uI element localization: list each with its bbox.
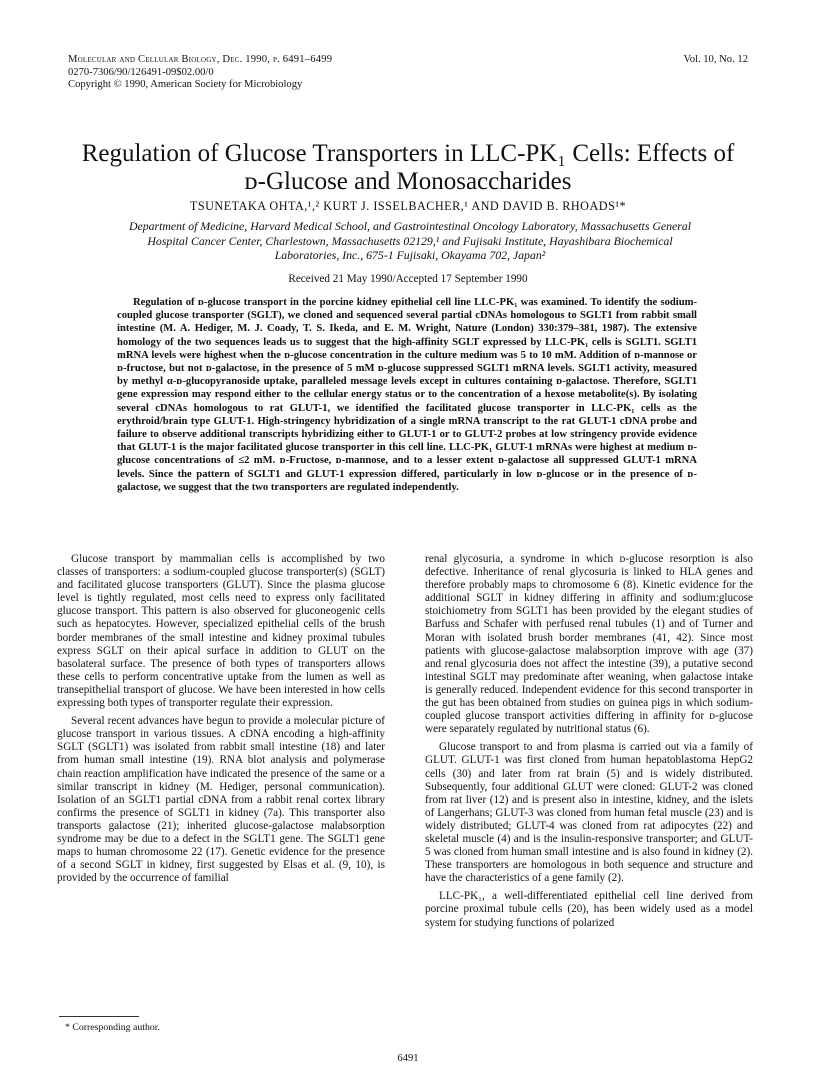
received-dates: Received 21 May 1990/Accepted 17 September 1990 bbox=[288, 273, 528, 285]
author-affiliations: Department of Medicine, Harvard Medical School, and Gastrointestinal Oncology Laboratory, Massachusetts General Hospital Cancer Center, Charlestown, Massachusetts 02129,¹ and Fujisaki Institute, Hayashibara Biochemical Laboratories, Inc., 675-1 Fujisaki, Okayama 702, Japan² bbox=[128, 219, 692, 262]
body-paragraph: Glucose transport by mammalian cells is accomplished by two classes of transporters: a sodium-coupled glucose transporter(s) (SGLT) and facilitated glucose transporters (GLUT). Since the plasma glucose level is tightly regulated, most cells need to express only facilitated glucose transport. This pattern is also observed for gluconeogenic cells such as hepatocytes. However, specialized epithelial cells of the brush border membranes of the small intestine and kidney proximal tubules express SGLT on their apical surface in addition to GLUT on the basolateral surface. The presence of both types of transporters allows these cells to perform concentrative uptake from the lumen as well as transepithelial transport of glucose. We have been interested in how cells expressing both types of transporter regulate their expression. bbox=[57, 553, 385, 710]
corresponding-author-footnote: * Corresponding author. bbox=[65, 1022, 160, 1033]
author-list: TSUNETAKA OHTA,¹,² KURT J. ISSELBACHER,¹ AND DAVID B. RHOADS¹* bbox=[189, 199, 627, 213]
body-paragraph: renal glycosuria, a syndrome in which ᴅ-glucose resorption is also defective. Inheritance of renal glycosuria is linked to HLA genes and therefore probably maps to chromosome 6 (8). Kinetic evidence for the additional SGLT in kidney differing in affinity and sodium:glucose stoichiometry from SGLT1 has been provided by the elegant studies of Barfuss and Schafer with perfused renal tubules (1) and of Turner and Moran with isolated brush border membranes (41, 42). Since most patients with glucose-galactose malabsorption improve with age (37) and renal glycosuria does not affect the intestine (39), a putative second intestinal SGLT may predominate after weaning, when galactose intake is generally reduced. Independent evidence for this second transporter in the gut has been obtained from studies on guinea pigs in which sodium-coupled glucose transport activities differing in affinity for ᴅ-glucose were separately regulated by nutritional status (6). bbox=[425, 553, 753, 736]
article-title: Regulation of Glucose Transporters in LLC-PK₁ Cells: Effects of ᴅ-Glucose and Monosaccharides bbox=[81, 140, 735, 195]
journal-citation-line: Molecular and Cellular Biology, Dec. 1990, p. 6491–6499 bbox=[68, 54, 333, 65]
issn-line: 0270-7306/90/126491-09$02.00/0 bbox=[68, 66, 214, 78]
journal-header bbox=[68, 54, 748, 92]
copyright-line: Copyright © 1990, American Society for Microbiology bbox=[68, 79, 303, 90]
body-column-right bbox=[425, 553, 753, 935]
body-paragraph: Several recent advances have begun to provide a molecular picture of glucose transport in various tissues. A cDNA encoding a high-affinity SGLT (SGLT1) was isolated from rabbit small intestine (18) and later from human small intestine (19). RNA blot analysis and polymerase chain reaction amplification have indicated the presence of the same or a similar transcript in kidney (M. Hediger, personal communication). Isolation of an SGLT1 partial cDNA from a rabbit renal cortex library confirms the presence of SGLT1 in kidney (7a). This transporter also transports galactose (21); inherited glucose-galactose malabsorption syndrome may be due to a defect in the SGLT1 gene. The SGLT1 gene maps to human chromosome 22 (17). Genetic evidence for the presence of a second SGLT in kidney, first suggested by Elsas et al. (9, 10), is provided by the occurrence of familial bbox=[57, 715, 385, 885]
page-number: 6491 bbox=[397, 1053, 419, 1064]
footnote-divider bbox=[59, 1016, 139, 1017]
volume-issue: Vol. 10, No. 12 bbox=[683, 54, 748, 65]
abstract: Regulation of ᴅ-glucose transport in the porcine kidney epithelial cell line LLC-PK₁ was examined. To identify the sodium-coupled glucose transporter (SGLT), we cloned and sequenced several partial cDNAs homologous to SGLT1 from rabbit small intestine (M. A. Hediger, M. J. Coady, T. S. Ikeda, and E. M. Wright, Nature (London) 330:379–381, 1987). The extensive homology of the two sequences leads us to suggest that the high-affinity SGLT expressed by LLC-PK₁ cells is SGLT1. SGLT1 mRNA levels were highest when the ᴅ-glucose concentration in the culture medium was 5 to 10 mM. Addition of ᴅ-mannose or ᴅ-fructose, but not ᴅ-galactose, in the presence of 5 mM ᴅ-glucose suppressed SGLT1 mRNA levels. SGLT1 activity, measured by methyl α-ᴅ-glucopyranoside uptake, paralleled message levels except in cultures containing ᴅ-galactose. Therefore, SGLT1 gene expression may respond either to the cellular energy status or to the concentration of a hexose metabolite(s). By isolating several cDNAs homologous to rat GLUT-1, we identified the facilitated glucose transporter in LLC-PK₁ cells as the erythroid/brain type GLUT-1. High-stringency hybridization of a single mRNA transcript to the rat GLUT-1 cDNA probe and failure to observe additional transcripts hybridizing either to GLUT-1 or to GLUT-2 probes at low stringency provide evidence that GLUT-1 is the major facilitated glucose transporter in this cell line. LLC-PK₁ GLUT-1 mRNAs were highest at medium ᴅ-glucose concentrations of ≤2 mM. ᴅ-Fructose, ᴅ-mannose, and to a lesser extent ᴅ-galactose all suppressed GLUT-1 mRNA levels. Since the pattern of SGLT1 and GLUT-1 expression differed, particularly in low ᴅ-glucose or in the presence of ᴅ-galactose, we suggest that the two transporters are regulated independently. bbox=[117, 297, 697, 493]
body-paragraph: LLC-PK₁, a well-differentiated epithelial cell line derived from porcine proximal tubule cells (20), has been widely used as a model system for studying functions of polarized bbox=[425, 890, 753, 929]
body-column-left bbox=[57, 553, 385, 890]
body-paragraph: Glucose transport to and from plasma is carried out via a family of GLUT. GLUT-1 was first cloned from human hepatoblastoma HepG2 cells (30) and later from rat brain (5) and is widely distributed. Subsequently, four additional GLUT were cloned: GLUT-2 was cloned from rat liver (12) and is present also in intestine, kidney, and the islets of Langerhans; GLUT-3 was cloned from human fetal muscle (23) and is widely distributed; GLUT-4 was cloned from rat adipocytes (22) and skeletal muscle (4) and is the insulin-responsive transporter; and GLUT-5 was cloned from human small intestine and is also found in kidney (2). These transporters are homologous in both sequence and structure and have the characteristics of a gene family (2). bbox=[425, 741, 753, 885]
